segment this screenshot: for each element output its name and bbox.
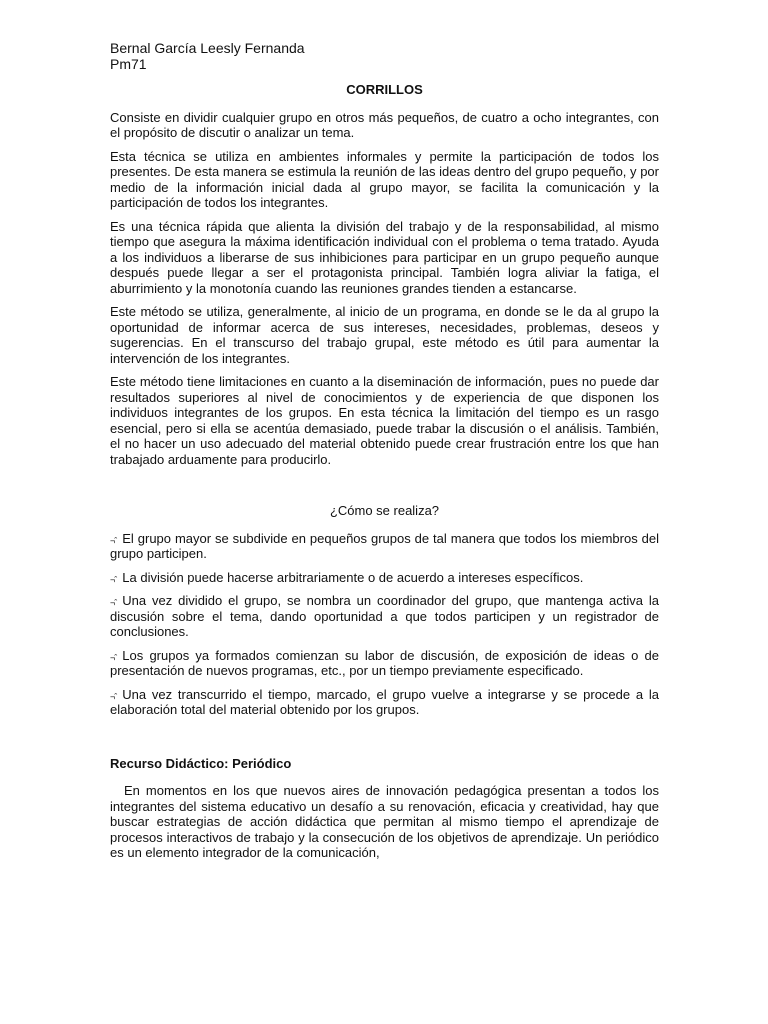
author-name: Bernal García Leesly Fernanda [110, 40, 305, 56]
paragraph-1: Consiste en dividir cualquier grupo en otros más pequeños, de cuatro a ocho integrantes, con el propósito de discutir o analizar un tema. [110, 109, 659, 140]
bullet-text: Los grupos ya formados comienzan su labor de discusión, de exposición de ideas o de presentación de nuevos programas, etc., por un tiempo previamente especificado. [110, 647, 659, 678]
document-title: CORRILLOS [346, 82, 423, 97]
section-heading: Recurso Didáctico: Periódico [110, 755, 292, 771]
document-page [110, 40, 659, 869]
section-question: ¿Cómo se realiza? [329, 503, 440, 518]
bullet-marker-icon: ¬ˆ [110, 652, 117, 663]
paragraph-4: Este método se utiliza, generalmente, al inicio de un programa, en donde se le da al grupo la oportunidad de informar acerca de sus intereses, necesidades, problemas, deseos y sugerencias. En el transcurso del trabajo grupal, este método es útil para aumentar la intervención de los integrantes. [110, 304, 659, 366]
bullet-item [110, 593, 659, 640]
bullet-marker-icon: ¬ˆ [110, 574, 117, 585]
bullet-marker-icon: ¬ˆ [110, 535, 117, 546]
bullet-marker-icon: ¬ˆ [110, 598, 117, 608]
bullet-item [110, 531, 659, 562]
bullet-text: El grupo mayor se subdivide en pequeños grupos de tal manera que todos los miembros del grupo participen. [110, 530, 659, 561]
group-code: Pm71 [110, 56, 147, 72]
bullet-text: Una vez transcurrido el tiempo, marcado, el grupo vuelve a integrarse y se procede a la elaboración total del material obtenido por los grupos. [110, 686, 659, 717]
bullet-item [110, 648, 659, 679]
bullet-marker-icon: ¬ˆ [110, 691, 117, 702]
section-paragraph: En momentos en los que nuevos aires de innovación pedagógica presentan a todos los integrantes del sistema educativo un desafío a su renovación, eficacia y creatividad, hay que buscar estrategias de acción didáctica que permitan al mismo tiempo el aprendizaje de procesos interactivos de trabajo y la consecución de los objetivos de aprendizaje. Un periódico es un elemento integrador de la comunicación, [110, 783, 659, 860]
paragraph-2: Esta técnica se utiliza en ambientes informales y permite la participación de todos los presentes. De esta manera se estimula la reunión de las ideas dentro del grupo pequeño, y por medio de la información inicial dada al grupo mayor, se facilita la comunicación y la participación de todos los integrantes. [110, 148, 659, 210]
bullet-item [110, 570, 659, 586]
paragraph-5: Este método tiene limitaciones en cuanto a la diseminación de información, pues no puede dar resultados superiores al nivel de conocimientos y de experiencia de que disponen los individuos integrantes de los grupos. En esta técnica la limitación del tiempo es un rasgo esencial, pero si ella se acentúa demasiado, puede trabar la discusión o el análisis. También, el no hacer un uso adecuado del material obtenido puede crear frustración entre los que han trabajado arduamente para producirlo. [110, 374, 659, 467]
paragraph-3: Es una técnica rápida que alienta la división del trabajo y de la responsabilidad, al mismo tiempo que asegura la máxima identificación individual con el problema o tema tratado. Ayuda a los individuos a liberarse de sus inhibiciones para participar en un grupo pequeño aunque después puede llegar a ser el protagonista principal. También logra aliviar la fatiga, el aburrimiento y la monotonía cuando las reuniones grandes tienden a estancarse. [110, 218, 659, 296]
bullet-item [110, 687, 659, 718]
bullet-text: La división puede hacerse arbitrariamente o de acuerdo a intereses específicos. [122, 569, 584, 585]
bullet-text: Una vez dividido el grupo, se nombra un coordinador del grupo, que mantenga activa la discusión sobre el tema, dando oportunidad a que todos participen y un registrador de conclusiones. [110, 593, 659, 639]
